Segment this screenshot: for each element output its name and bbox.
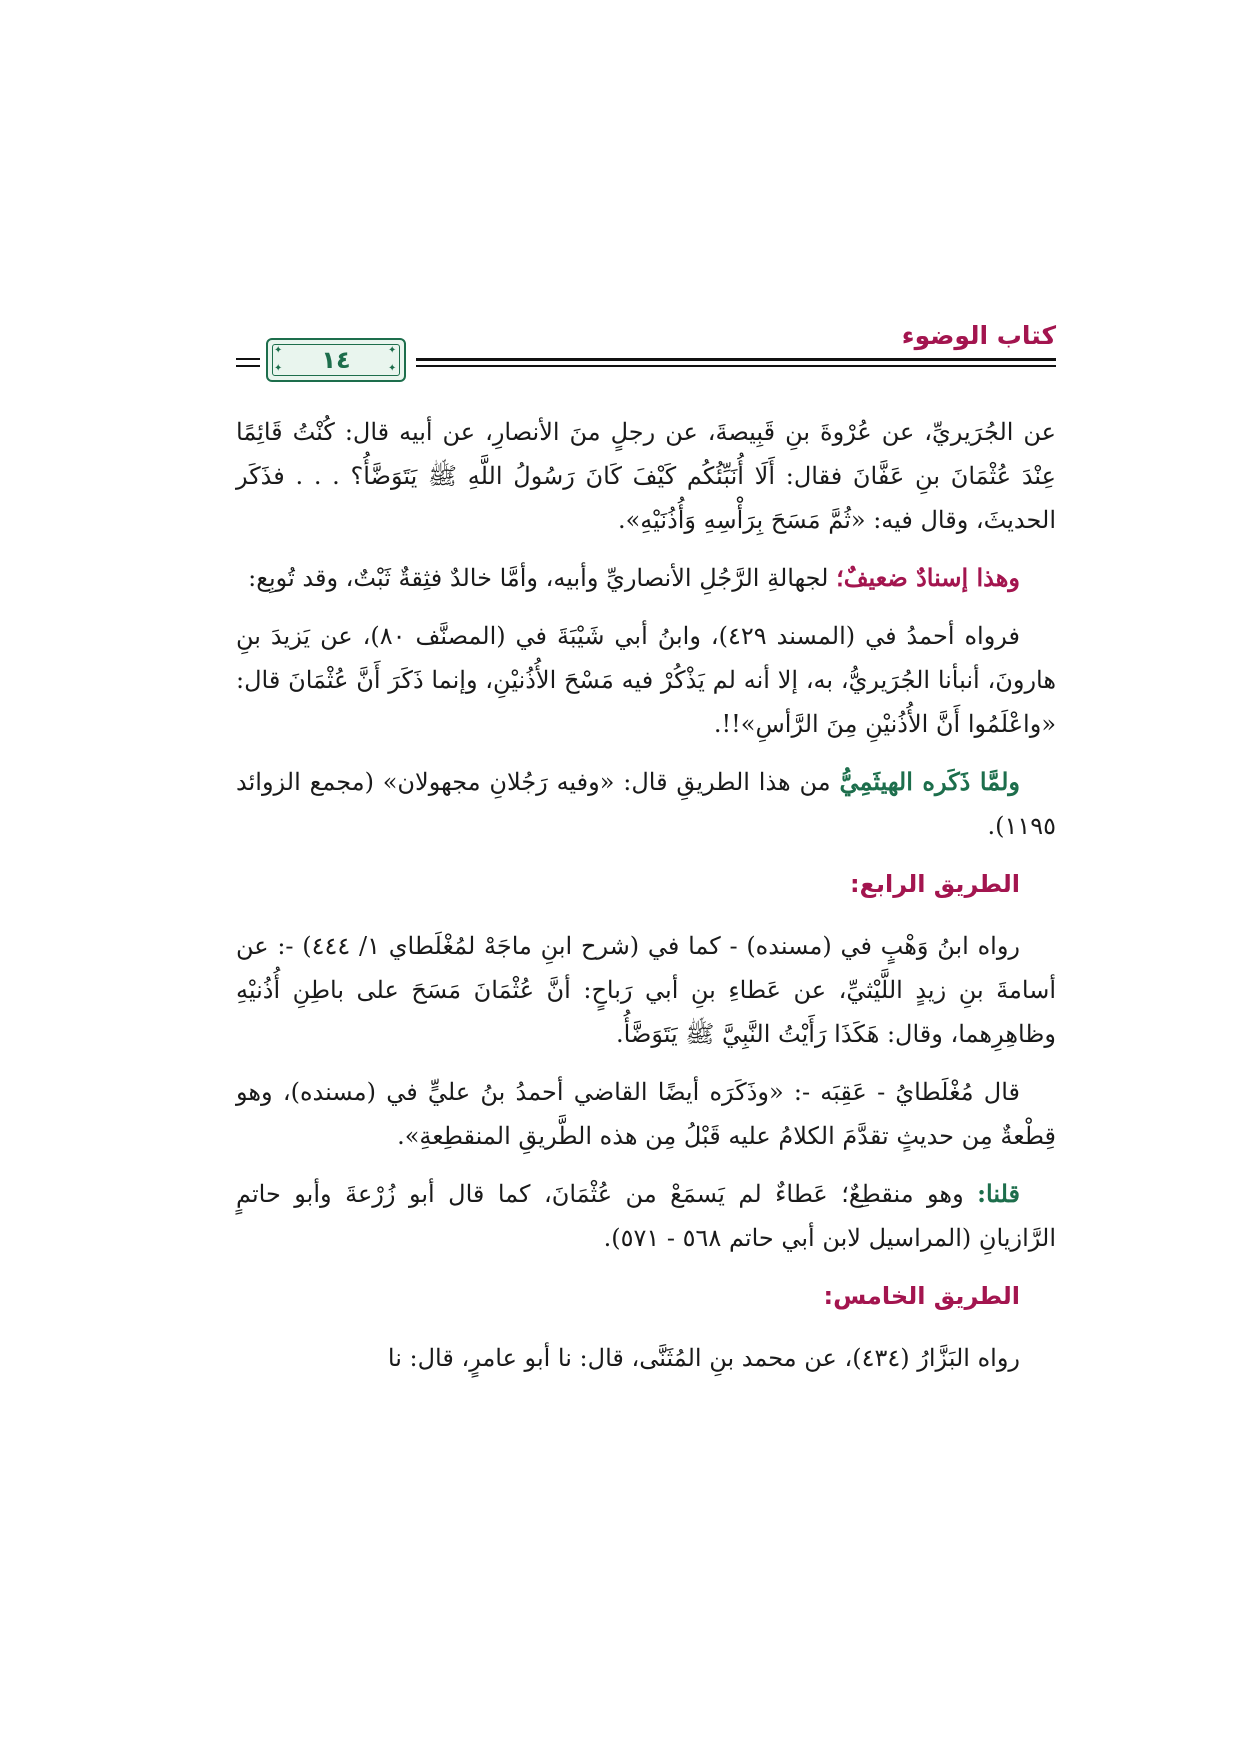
section-heading-5: الطريق الخامس: bbox=[823, 1282, 1020, 1310]
section-heading-4: الطريق الرابع: bbox=[850, 870, 1020, 898]
paragraph-7 bbox=[236, 1172, 1056, 1260]
page-number: ١٤ bbox=[321, 346, 351, 374]
paragraph-text: عن الجُرَيريِّ، عن عُرْوةَ بنِ قَبِيصةَ، عن رجلٍ منَ الأنصارِ، عن أبيه قال: كُنْتُ قَائِمًا عِنْدَ عُثْمَانَ بنِ عَفَّانَ فقال: أَلَا أُنَبِّئُكُم كَيْفَ كَانَ رَسُولُ اللَّهِ ﷺ يَتَوَضَّأُ؟ . . . فذَكَر الحديثَ، وقال فيه: «ثُمَّ مَسَحَ بِرَأْسِهِ وَأُذُنَيْهِ». bbox=[236, 418, 1056, 534]
paragraph-lead: وهذا إسنادٌ ضعيفٌ؛ bbox=[836, 563, 1020, 592]
page-number-badge bbox=[266, 338, 406, 382]
ornament-icon: ✦ bbox=[388, 363, 397, 374]
paragraph-text: فرواه أحمدُ في (المسند ٤٢٩)، وابنُ أبي شَيْبَةَ في (المصنَّف ٨٠)، عن يَزيدَ بنِ هارونَ، أنبأنا الجُرَيريُّ، به، إلا أنه لم يَذْكُرْ فيه مَسْحَ الأُذُنيْنِ، وإنما ذَكَرَ أَنَّ عُثْمَانَ قال: «واعْلَمُوا أَنَّ الأُذُنيْنِ مِنَ الرَّأسِ»!!. bbox=[236, 622, 1056, 738]
paragraph-3 bbox=[236, 614, 1056, 746]
paragraph-text: لجهالةِ الرَّجُلِ الأنصاريِّ وأبيه، وأمَّا خالدٌ فثِقةٌ ثَبْتٌ، وقد تُوبِع: bbox=[248, 564, 837, 592]
paragraph-text: وهو منقطِعٌ؛ عَطاءٌ لم يَسمَعْ من عُثْمَانَ، كما قال أبو زُرْعةَ وأبو حاتمٍ الرَّازيانِ (المراسيل لابن أبي حاتم ٥٦٨ - ٥٧١). bbox=[236, 1180, 1056, 1252]
ornament-icon: ✦ bbox=[274, 363, 283, 374]
paragraph-8 bbox=[236, 1336, 1056, 1380]
header-rule-left-top bbox=[236, 358, 260, 360]
header-rule-bottom bbox=[416, 365, 1056, 367]
paragraph-1 bbox=[236, 410, 1056, 542]
paragraph-text: رواه ابنُ وَهْبٍ في (مسنده) - كما في (شرح ابنِ ماجَهْ لمُغْلَطاي ١/ ٤٤٤) -: عن أسامةَ بنِ زيدٍ اللَّيْثيِّ، عن عَطاءِ بنِ أبي رَباحٍ: أنَّ عُثْمَانَ مَسَحَ على باطِنِ أُذُنيْهِ وظاهِرِهما، وقال: هَكَذَا رَأَيْتُ النَّبِيَّ ﷺ يَتَوَضَّأُ. bbox=[236, 932, 1056, 1048]
header-rule-left-bottom bbox=[236, 365, 260, 367]
paragraph-lead: قلنا: bbox=[977, 1179, 1020, 1208]
ornament-icon: ✦ bbox=[388, 345, 397, 356]
paragraph-text: من هذا الطريقِ قال: «وفيه رَجُلانِ مجهولان» (مجمع الزوائد ١١٩٥). bbox=[236, 768, 1056, 840]
paragraph-4 bbox=[236, 760, 1056, 848]
paragraph-text: قال مُغْلَطايُ - عَقِبَه -: «وذَكَرَه أيضًا القاضي أحمدُ بنُ عليٍّ في (مسنده)، وهو قِطْعةٌ مِن حديثٍ تقدَّمَ الكلامُ عليه قَبْلُ مِن هذه الطَّريقِ المنقطِعةِ». bbox=[236, 1078, 1056, 1150]
ornament-icon: ✦ bbox=[274, 345, 283, 356]
page-header bbox=[236, 316, 1056, 396]
header-rule-top bbox=[416, 358, 1056, 361]
paragraph-6 bbox=[236, 1070, 1056, 1158]
page-body bbox=[236, 410, 1056, 1394]
paragraph-2 bbox=[236, 556, 1056, 600]
paragraph-5 bbox=[236, 924, 1056, 1056]
paragraph-lead: ولمَّا ذَكَره الهيثَمِيُّ bbox=[839, 767, 1020, 796]
book-title: كتاب الوضوء bbox=[901, 321, 1056, 350]
paragraph-text: رواه البَزَّارُ (٤٣٤)، عن محمد بنِ المُثَنَّى، قال: نا أبو عامرٍ، قال: نا bbox=[387, 1344, 1020, 1372]
